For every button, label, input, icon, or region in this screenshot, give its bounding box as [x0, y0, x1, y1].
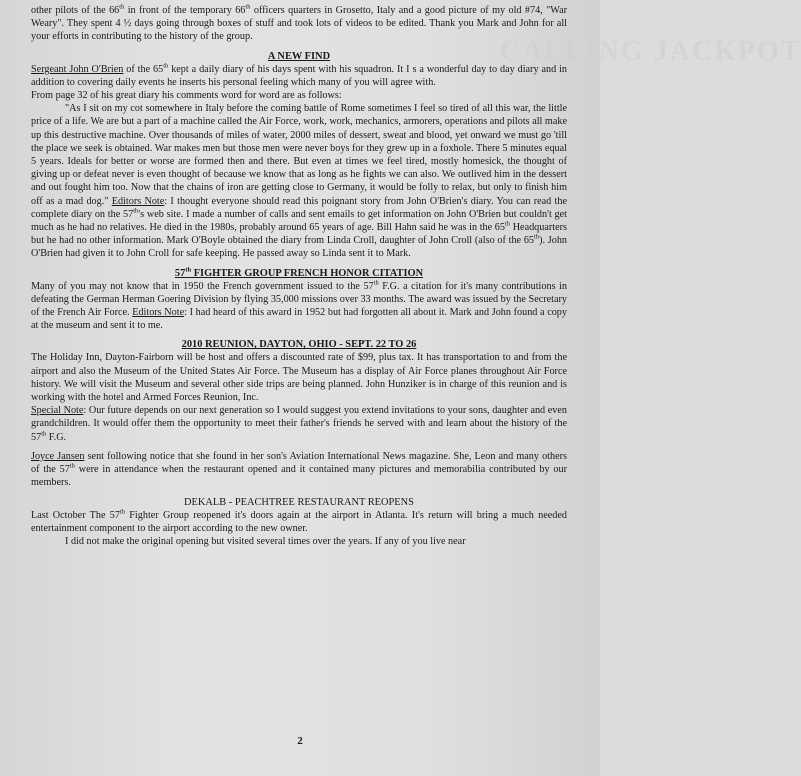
diary-quote-text: "As I sit on my cot somewhere in Italy before the coming battle of Rome sometimes I feel so tired of all this war, the little price of a life. We are but a part of a machine called the Air Force, work, work, mechanics, armorers, operations and pilots all make up this destructive machine. Over thousands of miles of water, 2000 miles of dessert, sweat and blood, yet onward we must go 'till the place we seek is obtained. War makes men but those men were never boys for they grew up in a foxhole. There 5 minutes equal 5 years. Ideals for better or worse are formed then and there. But even at times we feel tired, mostly homesick, the thought of giving up or defeat never is even thought of because we know that as long as he fights we can also. We outlived him in the dessert and out fought him too. Now that the chains of iron are getting close to Germany, it would be folly to relax, but only to finish him off as a mad dog." — [31, 103, 567, 207]
dekalb-heading: DEKALB - PEACHTREE RESTAURANT REOPENS — [184, 496, 414, 508]
citation-paragraph — [31, 280, 567, 333]
special-note-text: : Our future depends on our next generation so I would suggest you extend invitations to your sons, daughter and even grandchildren. It would offer them the opportunity to meet their father's friends he served with and learn about the history of the 57th F.G. — [31, 405, 567, 443]
special-note-label: Special Note — [31, 405, 84, 417]
editors-note-text: : I thought everyone should read this poignant story from John O'Brien's diary. You can read the complete diary on the 57th's web site. I made a number of calls and sent emails to get information on John O'Brien but couldn't get much as he had no relatives. He died in the 1980s, probably around 65 years of age. Bill Hahn said he was in the 65th Headquarters but he had no other information. Mark O'Boyle obtained the diary from Linda Croll, daughter of John Croll (also of the 65th). John O'Brien had given it to John Croll for safe keeping. He passed away so Linda sent it to Mark. — [31, 195, 568, 260]
special-note-paragraph — [31, 404, 567, 444]
new-find-lead — [31, 63, 567, 89]
citation-heading: 57th FIGHTER GROUP FRENCH HONOR CITATION — [174, 266, 424, 279]
dekalb-paragraph-1: Last October The 57th Fighter Group reopened it's doors again at the airport in Atlanta. It's return will bring a much needed entertainment component to the airport according to the new owner. — [31, 508, 567, 534]
new-find-from: From page 32 of his great diary his comments word for word are as follows: — [31, 90, 342, 102]
diary-quote — [31, 102, 567, 260]
new-find-lead-text: of the 65th kept a daily diary of his days spent with his squadron. It I s a wonderful day to day diary and in addition to covering daily events he inserts his personal feeling which many of you will agree with. — [31, 62, 567, 88]
citation-body: Many of you may not know that in 1950 the French government issued to the 57th F.G. a citation for it's many contributions in defeating the German Herman Goering Division by flying 35,000 missions over 33 months. The award was issued by the Secretary of the French Air Force. — [31, 279, 567, 319]
jansen-paragraph — [31, 450, 567, 490]
bleed-through-watermark: CALLING JACKPOT — [500, 36, 801, 67]
citation-note-text: : I had heard of this award in 1952 but had forgotten all about it. Mark and John found a copy at the museum and sent it to me. — [31, 307, 567, 332]
reunion-heading: 2010 REUNION, DAYTON, OHIO - SEPT. 22 TO 26 — [181, 339, 417, 351]
citation-note-label: Editors Note — [132, 307, 185, 319]
dekalb-paragraph-2: I did not make the original opening but visited several times over the years. If any of you live near — [65, 535, 466, 547]
jansen-text: sent following notice that she found in her son's Aviation International News magazine. She, Leon and many others of the 57th were in attendance when the restaurant opened and it contained many pictures and memorabilia contributed by our members. — [31, 450, 568, 489]
intro-paragraph: other pilots of the 66th in front of the temporary 66th officers quarters in Grosetto, Italy and a good picture of my old #74, "War Weary". They spent 4 ½ days going through boxes of stuff and took lots of videos to be edited. Thank you Mark and John for all your efforts in contributing to the history of the group. — [31, 3, 567, 43]
editors-note-label: Editors Note — [111, 195, 165, 207]
new-find-heading: A NEW FIND — [267, 50, 331, 62]
reunion-paragraph: The Holiday Inn, Dayton-Fairborn will be host and offers a discounted rate of $99, plus tax. It has transportation to and from the airport and also the Museum of the United States Air Force. The Museum has a display of Air Force planes throughout Air Force history. We will visit the Museum and several other side trips are being planned. John Hunziker is in charge of this reunion and is working with the hotel and Armed Forces Reunion, Inc. — [31, 352, 567, 404]
jansen-name: Joyce Jansen — [31, 450, 85, 462]
page-number: 2 — [297, 735, 303, 747]
author-name: Sergeant John O'Brien — [31, 63, 124, 75]
